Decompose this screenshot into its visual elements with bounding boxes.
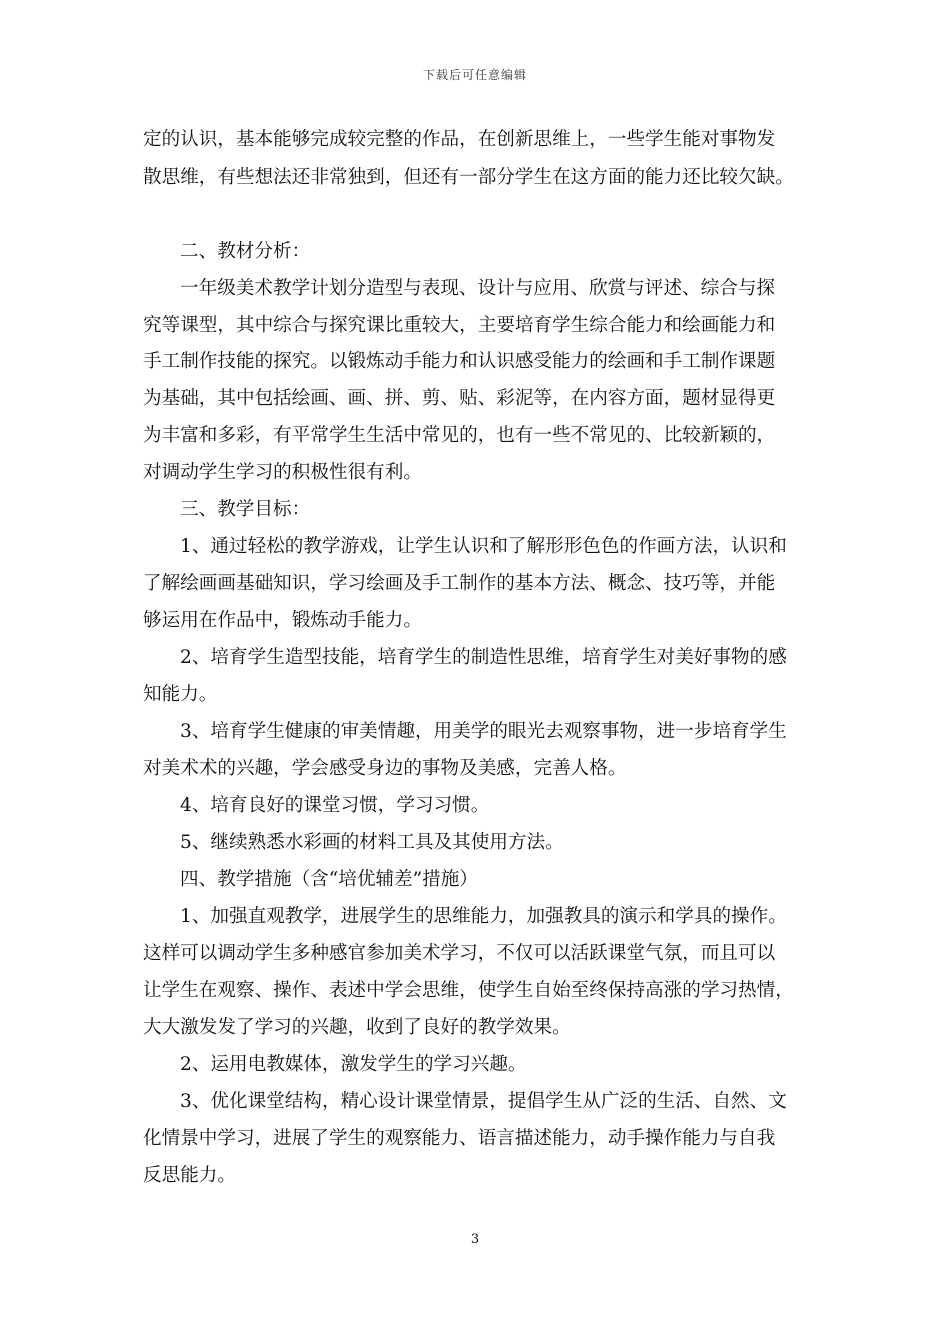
body-line: 1、通过轻松的教学游戏，让学生认识和了解形形色色的作画方法，认识和 <box>180 536 787 557</box>
section-heading: 四、教学措施（含“培优辅差”措施） <box>180 869 478 890</box>
body-line: 2、培育学生造型技能，培育学生的制造性思维，培育学生对美好事物的感 <box>180 647 787 668</box>
body-line: 5、继续熟悉水彩画的材料工具及其使用方法。 <box>180 832 564 853</box>
body-line: 让学生在观察、操作、表述中学会思维，使学生自始至终保持高涨的学习热情， <box>143 980 794 1001</box>
body-line: 1、加强直观教学，进展学生的思维能力，加强教具的演示和学具的操作。 <box>180 906 787 927</box>
body-line: 知能力。 <box>143 684 218 705</box>
page-header: 下载后可任意编辑 <box>422 68 527 82</box>
body-line: 化情景中学习，进展了学生的观察能力、语言描述能力，动手操作能力与自我 <box>143 1128 776 1149</box>
body-line: 大大激发发了学习的兴趣，收到了良好的教学效果。 <box>143 1017 571 1038</box>
body-line: 2、运用电教媒体，激发学生的学习兴趣。 <box>180 1054 527 1075</box>
section-heading: 二、教材分析： <box>180 241 311 262</box>
body-line: 手工制作技能的探究。以锻炼动手能力和认识感受能力的绘画和手工制作课题 <box>143 351 776 372</box>
body-line: 了解绘画画基础知识，学习绘画及手工制作的基本方法、概念、技巧等，并能 <box>143 573 776 594</box>
body-line: 散思维，有些想法还非常独到，但还有一部分学生在这方面的能力还比较欠缺。 <box>143 167 794 188</box>
body-line: 3、优化课堂结构，精心设计课堂情景，提倡学生从广泛的生活、自然、文 <box>180 1091 787 1112</box>
body-line: 反思能力。 <box>143 1165 236 1186</box>
body-line: 一年级美术教学计划分造型与表现、设计与应用、欣赏与评述、综合与探 <box>180 278 776 299</box>
body-line: 定的认识，基本能够完成较完整的作品，在创新思维上，一些学生能对事物发 <box>143 129 776 150</box>
body-line: 3、培育学生健康的审美情趣，用美学的眼光去观察事物，进一步培育学生 <box>180 721 787 742</box>
body-line: 为丰富和多彩，有平常学生生活中常见的，也有一些不常见的、比较新颖的， <box>143 425 776 446</box>
section-heading: 三、教学目标： <box>180 499 311 520</box>
body-line: 为基础，其中包括绘画、画、拼、剪、贴、彩泥等，在内容方面，题材显得更 <box>143 388 776 409</box>
body-line: 这样可以调动学生多种感官参加美术学习，不仅可以活跃课堂气氛，而且可以 <box>143 943 776 964</box>
body-line: 4、培育良好的课堂习惯，学习习惯。 <box>180 795 490 816</box>
body-line: 对调动学生学习的积极性很有利。 <box>143 462 422 483</box>
body-line: 对美术术的兴趣，学会感受身边的事物及美感，完善人格。 <box>143 758 627 779</box>
body-line: 究等课型，其中综合与探究课比重较大，主要培育学生综合能力和绘画能力和 <box>143 315 776 336</box>
page-number: 3 <box>470 1232 480 1247</box>
body-line: 够运用在作品中，锻炼动手能力。 <box>143 610 422 631</box>
